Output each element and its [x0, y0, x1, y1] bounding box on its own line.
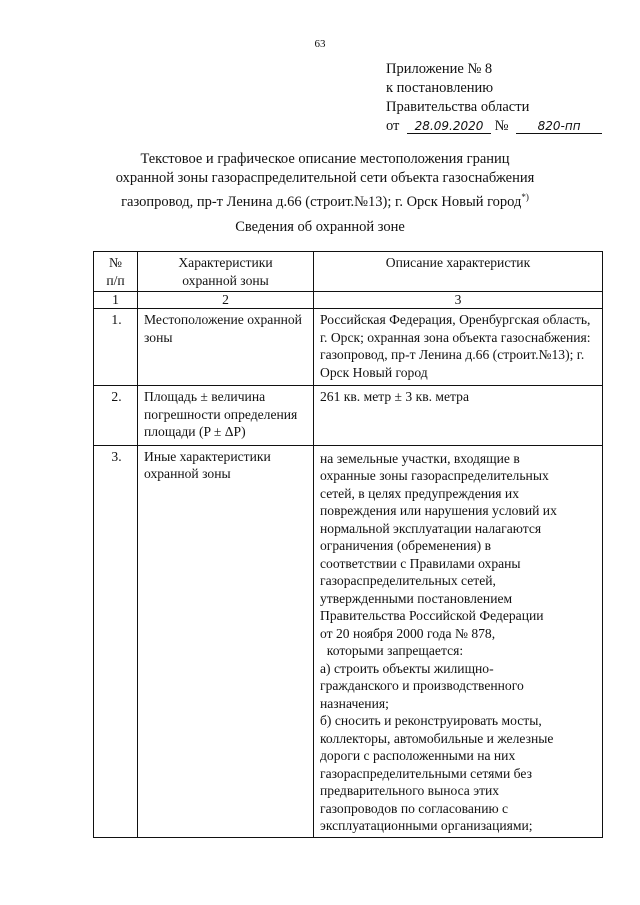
description-line: ограничения (обременения) в: [320, 538, 491, 553]
handwritten-number: 820-пп: [516, 119, 602, 134]
description-line: нормальной эксплуатации налагаются: [320, 520, 542, 536]
number-sign: №: [494, 118, 509, 134]
description-line: от 20 ноября 2000 года № 878,: [320, 625, 496, 641]
row-description: 261 кв. метр ± 3 кв. метра: [314, 386, 603, 446]
annex-title: Приложение № 8: [386, 61, 493, 77]
title-line-1: Текстовое и графическое описание местоположения границ: [140, 151, 510, 167]
description-line: сетей, в целях предупреждения их: [320, 485, 519, 501]
table-header-row: [94, 252, 603, 292]
row-number: 3.: [94, 445, 138, 837]
description-line: газораспределительных сетей,: [320, 573, 496, 588]
row-number: 2.: [94, 386, 138, 446]
description-line: соответствии с Правилами охраны: [320, 555, 521, 571]
annex-date-line: [386, 117, 602, 136]
annex-to-resolution: к постановлению: [386, 80, 494, 96]
row-characteristic: Местоположение охранной зоны: [138, 309, 314, 386]
description-line: эксплуатационными организациями;: [320, 818, 533, 833]
index-cell: 3: [314, 292, 603, 309]
description-line: дороги с расположенными на них: [320, 748, 516, 763]
description-line: предварительного выноса этих: [320, 783, 500, 798]
description-line: б) сносить и реконструировать мосты,: [320, 713, 542, 728]
table-row: [94, 309, 603, 386]
description-line: на земельные участки, входящие в: [320, 450, 520, 466]
date-prefix: от: [386, 118, 400, 134]
annex-block: [386, 60, 602, 136]
header-characteristic: Характеристики охранной зоны: [138, 252, 314, 292]
title-line-2: охранной зоны газораспределительной сети объекта газоснабжения: [115, 170, 535, 186]
row-description: Российская Федерация, Оренбургская область, г. Орск; охранная зона объекта газоснабжения: газопровод, пр-т Ленина д.66 (строит.№13); г. Орск Новый город: [314, 309, 603, 386]
page-number: 63: [314, 38, 326, 50]
row-characteristic: Иные характеристики охранной зоны: [138, 445, 314, 837]
description-line: назначения;: [320, 695, 389, 711]
description-line: повреждения или нарушения условий их: [320, 503, 557, 518]
index-cell: 2: [138, 292, 314, 309]
table-row: [94, 386, 603, 446]
header-number: № п/п: [94, 252, 138, 292]
footnote-mark: *): [521, 192, 529, 202]
description-line: газораспределительными сетями без: [320, 765, 532, 781]
description-line: утвержденными постановлением: [320, 590, 513, 606]
section-subtitle: Сведения об охранной зоне: [235, 219, 405, 235]
protection-zone-table: [93, 251, 603, 838]
description-line: гражданского и производственного: [320, 678, 524, 693]
description-line: которыми запрещается:: [320, 643, 464, 658]
index-cell: 1: [94, 292, 138, 309]
row-characteristic: Площадь ± величина погрешности определения площади (P ± ΔP): [138, 386, 314, 446]
table-index-row: [94, 292, 603, 309]
description-line: охранные зоны газораспределительных: [320, 468, 549, 483]
table-row: [94, 445, 603, 837]
description-line: а) строить объекты жилищно-: [320, 660, 494, 676]
handwritten-date: 28.09.2020: [407, 119, 491, 134]
title-line-3: [100, 188, 550, 212]
row-description: [314, 445, 603, 837]
description-line: газопроводов по согласованию с: [320, 800, 509, 816]
description-line: коллекторы, автомобильные и железные: [320, 730, 554, 746]
annex-government: Правительства области: [386, 99, 530, 115]
row-number: 1.: [94, 309, 138, 386]
header-description: Описание характеристик: [314, 252, 603, 292]
title-line-3-text: газопровод, пр-т Ленина д.66 (строит.№13); г. Орск Новый город: [121, 193, 522, 210]
description-line: Правительства Российской Федерации: [320, 608, 544, 623]
document-title: [100, 150, 550, 212]
